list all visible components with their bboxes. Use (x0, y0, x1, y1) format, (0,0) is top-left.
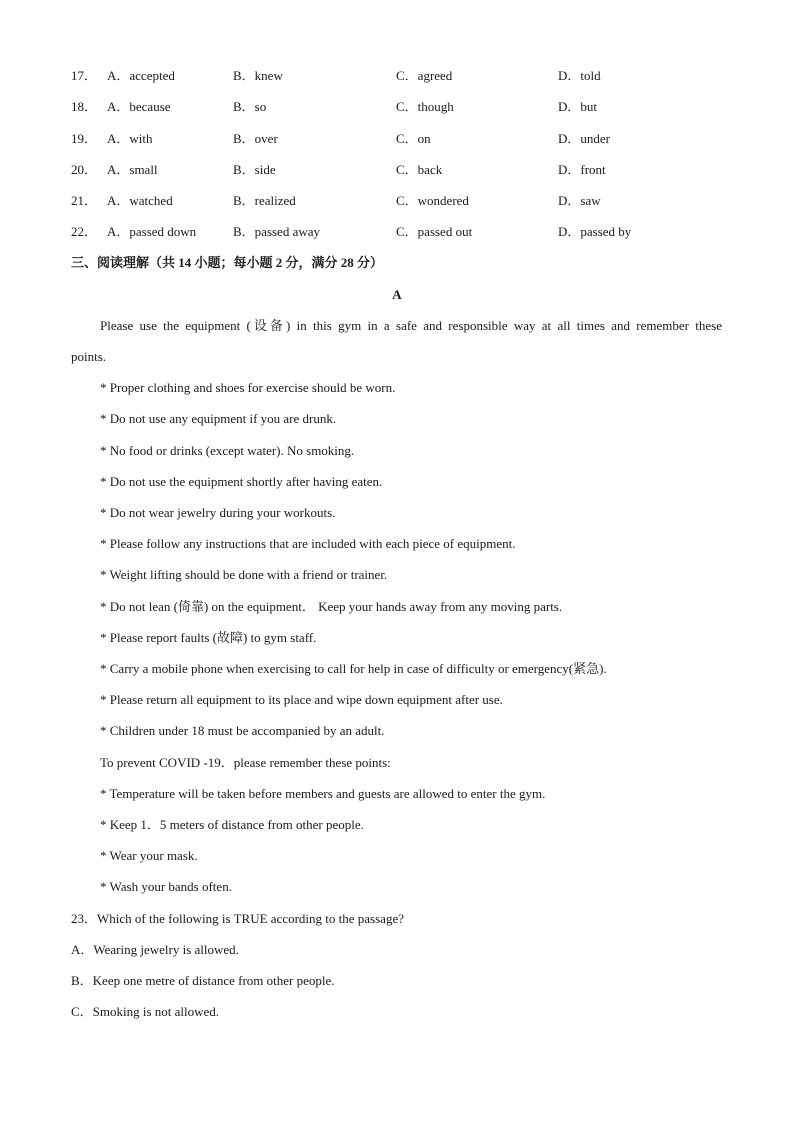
rule-item: * Do not lean (倚靠) on the equipment． Keep your hands away from any moving parts. (100, 599, 563, 614)
option-d: D．but (558, 99, 598, 114)
option-d: D．front (558, 162, 606, 177)
question-number: 20． (71, 162, 98, 177)
option-b: B．over (233, 131, 278, 146)
rule-item: * Please follow any instructions that are included with each piece of equipment. (100, 536, 516, 551)
question-number: 22． (71, 224, 98, 239)
question-number: 21． (71, 193, 98, 208)
question-number: 19． (71, 131, 98, 146)
answer-choice-c: C．Smoking is not allowed. (71, 1004, 220, 1019)
rule-item: * Please return all equipment to its place and wipe down equipment after use. (100, 692, 503, 707)
option-a: A．small (107, 162, 158, 177)
passage-label: A (392, 287, 402, 302)
option-b: B．side (233, 162, 276, 177)
rule-item: * Do not wear jewelry during your workouts. (100, 505, 336, 520)
covid-rule-item: * Keep 1．5 meters of distance from other people. (100, 817, 364, 832)
answer-choice-a: A．Wearing jewelry is allowed. (71, 942, 239, 957)
question-number: 17． (71, 68, 98, 83)
option-c: C．wondered (396, 193, 469, 208)
option-a: A．accepted (107, 68, 175, 83)
option-row-21 (71, 191, 771, 211)
question-number: 18． (71, 99, 98, 114)
option-row-20 (71, 160, 771, 180)
rule-item: * No food or drinks (except water). No smoking. (100, 443, 355, 458)
option-d: D．under (558, 131, 610, 146)
option-a: A．watched (107, 193, 173, 208)
rule-item: * Proper clothing and shoes for exercise should be worn. (100, 380, 396, 395)
question-stem: 23．Which of the following is TRUE according to the passage? (71, 911, 404, 926)
option-a: A．passed down (107, 224, 197, 239)
rule-item: * Carry a mobile phone when exercising to call for help in case of difficulty or emergency(紧急). (100, 661, 607, 676)
rule-item: * Please report faults (故障) to gym staff. (100, 630, 317, 645)
option-b: B．passed away (233, 224, 321, 239)
option-c: C．though (396, 99, 454, 114)
option-c: C．agreed (396, 68, 453, 83)
option-a: A．because (107, 99, 171, 114)
option-d: D．passed by (558, 224, 632, 239)
intro-line-1: Please use the equipment (设备) in this gym in a safe and responsible way at all times and remember these (100, 318, 722, 333)
option-d: D．told (558, 68, 601, 83)
option-row-17 (71, 66, 771, 86)
rule-item: * Children under 18 must be accompanied by an adult. (100, 723, 385, 738)
option-a: A．with (107, 131, 153, 146)
rule-item: * Weight lifting should be done with a friend or trainer. (100, 567, 388, 582)
option-c: C．back (396, 162, 443, 177)
option-c: C．passed out (396, 224, 473, 239)
rule-item: * Do not use the equipment shortly after having eaten. (100, 474, 383, 489)
option-b: B．so (233, 99, 267, 114)
option-c: C．on (396, 131, 431, 146)
intro-line-2: points. (71, 349, 107, 364)
rule-item: * Do not use any equipment if you are drunk. (100, 411, 337, 426)
option-b: B．realized (233, 193, 296, 208)
covid-intro: To prevent COVID -19．please remember these points: (100, 755, 391, 770)
covid-rule-item: * Wash your bands often. (100, 879, 232, 894)
covid-rule-item: * Wear your mask. (100, 848, 198, 863)
section-heading: 三、阅读理解（共 14 小题；每小题 2 分，满分 28 分） (71, 255, 384, 270)
option-b: B．knew (233, 68, 283, 83)
covid-rule-item: * Temperature will be taken before members and guests are allowed to enter the gym. (100, 786, 546, 801)
option-row-18 (71, 97, 771, 117)
option-d: D．saw (558, 193, 601, 208)
answer-choice-b: B．Keep one metre of distance from other people. (71, 973, 335, 988)
option-row-22 (71, 222, 771, 242)
option-row-19 (71, 129, 771, 149)
